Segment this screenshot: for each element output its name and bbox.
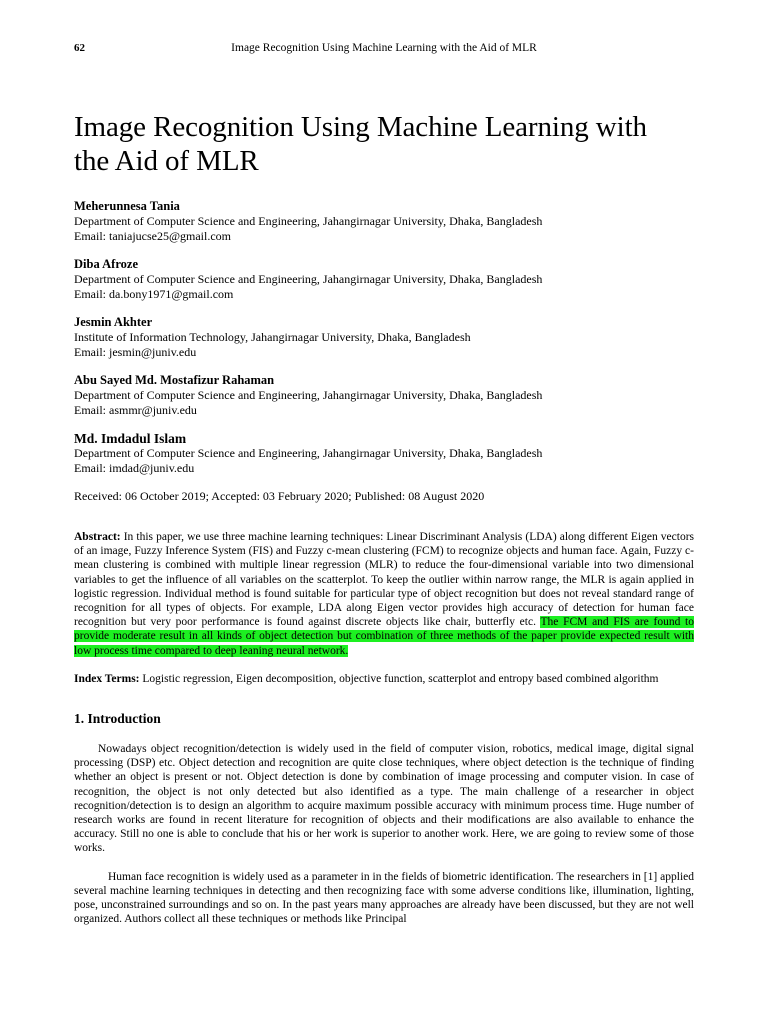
author-name: Diba Afroze	[74, 257, 138, 271]
abstract-label: Abstract:	[74, 531, 121, 543]
body-paragraph: Nowadays object recognition/detection is widely used in the field of computer vision, robotics, medical image, digital signal processing (DSP) etc. Object detection and recognition are quite close techniques, where object detection is the technique of finding whether an object is present or not. Object detection is done by combination of image processing and computer vision. In case of recognition, the object is not only detected but also identified as a type. The main challenge of a researcher in object recognition/detection is to design an algorithm to acquire maximum possible accuracy with minimum process time. Huge number of research works are found in recent literature for recognition of objects and their modifications are also available to enhance the accuracy. Still no one is able to conclude that his or her work is superior to another work. Here, we are going to review some of those works.	[74, 743, 694, 855]
author-name: Meherunnesa Tania	[74, 199, 180, 213]
running-title: Image Recognition Using Machine Learning with the Aid of MLR	[231, 42, 537, 54]
paper-page	[74, 40, 694, 926]
author-name: Jesmin Akhter	[74, 315, 153, 329]
author-name: Abu Sayed Md. Mostafizur Rahaman	[74, 373, 275, 387]
abstract	[74, 530, 694, 658]
author-email: Email: asmmr@juniv.edu	[74, 403, 197, 417]
author-block	[74, 431, 694, 476]
author-email: Email: taniajucse25@gmail.com	[74, 229, 232, 243]
index-terms	[74, 672, 694, 686]
publication-dates: Received: 06 October 2019; Accepted: 03 February 2020; Published: 08 August 2020	[74, 489, 485, 503]
author-block	[74, 199, 694, 244]
author-block	[74, 373, 694, 418]
author-affiliation: Department of Computer Science and Engineering, Jahangirnagar University, Dhaka, Bangladesh	[74, 388, 543, 402]
page-number: 62	[74, 42, 85, 54]
author-affiliation: Department of Computer Science and Engineering, Jahangirnagar University, Dhaka, Bangladesh	[74, 272, 543, 286]
author-affiliation: Department of Computer Science and Engineering, Jahangirnagar University, Dhaka, Bangladesh	[74, 214, 543, 228]
index-terms-label: Index Terms:	[74, 672, 140, 685]
author-name: Md. Imdadul Islam	[74, 431, 187, 446]
author-email: Email: jesmin@juniv.edu	[74, 345, 197, 359]
author-affiliation: Institute of Information Technology, Jahangirnagar University, Dhaka, Bangladesh	[74, 330, 471, 344]
body-paragraph: Human face recognition is widely used as a parameter in in the fields of biometric identification. The researchers in [1] applied several machine learning techniques in detecting and then recognizing face with some adverse conditions like, illumination, lighting, pose, unconstrained surroundings and so on. In the past years many approaches are already have been discussed, but they are not well organized. Authors collect all these techniques or methods like Principal	[74, 870, 694, 926]
author-block	[74, 315, 694, 360]
abstract-text: In this paper, we use three machine learning techniques: Linear Discriminant Analysis (LDA) along different Eigen vectors of an image, Fuzzy Inference System (FIS) and Fuzzy c-mean clustering (FCM) to recognize objects and human face. Again, Fuzzy c-mean clustering is combined with multiple linear regression (MLR) to reduce the four-dimensional variable into two dimensional variables to get the influence of all variables on the scatterplot. To keep the outlier within narrow range, the MLR is again applied in logistic regression. Individual method is found suitable for particular type of object recognition but does not reveal standard range of recognition for all types of objects. For example, LDA along Eigen vector provides high accuracy of detection for human face recognition but very poor performance is found against discrete objects like chair, butterfly etc.	[74, 531, 694, 629]
author-affiliation: Department of Computer Science and Engineering, Jahangirnagar University, Dhaka, Bangladesh	[74, 446, 543, 460]
section-heading-introduction: 1. Introduction	[74, 711, 161, 727]
paper-title	[74, 110, 694, 178]
paper-title-line-1: Image Recognition Using Machine Learning with	[74, 111, 647, 143]
author-email: Email: da.bony1971@gmail.com	[74, 287, 234, 301]
abstract-highlighted-text: The FCM and FIS are found to provide moderate result in all kinds of object detection but combination of three methods of the paper provide expected result with low process time compared to deep leaning neural network.	[74, 616, 694, 657]
running-header	[74, 40, 694, 62]
author-list	[74, 199, 694, 476]
author-block	[74, 257, 694, 302]
author-email: Email: imdad@juniv.edu	[74, 461, 195, 475]
index-terms-text: Logistic regression, Eigen decomposition, objective function, scatterplot and entropy based combined algorithm	[139, 672, 659, 685]
paper-title-line-2: the Aid of MLR	[74, 145, 259, 177]
